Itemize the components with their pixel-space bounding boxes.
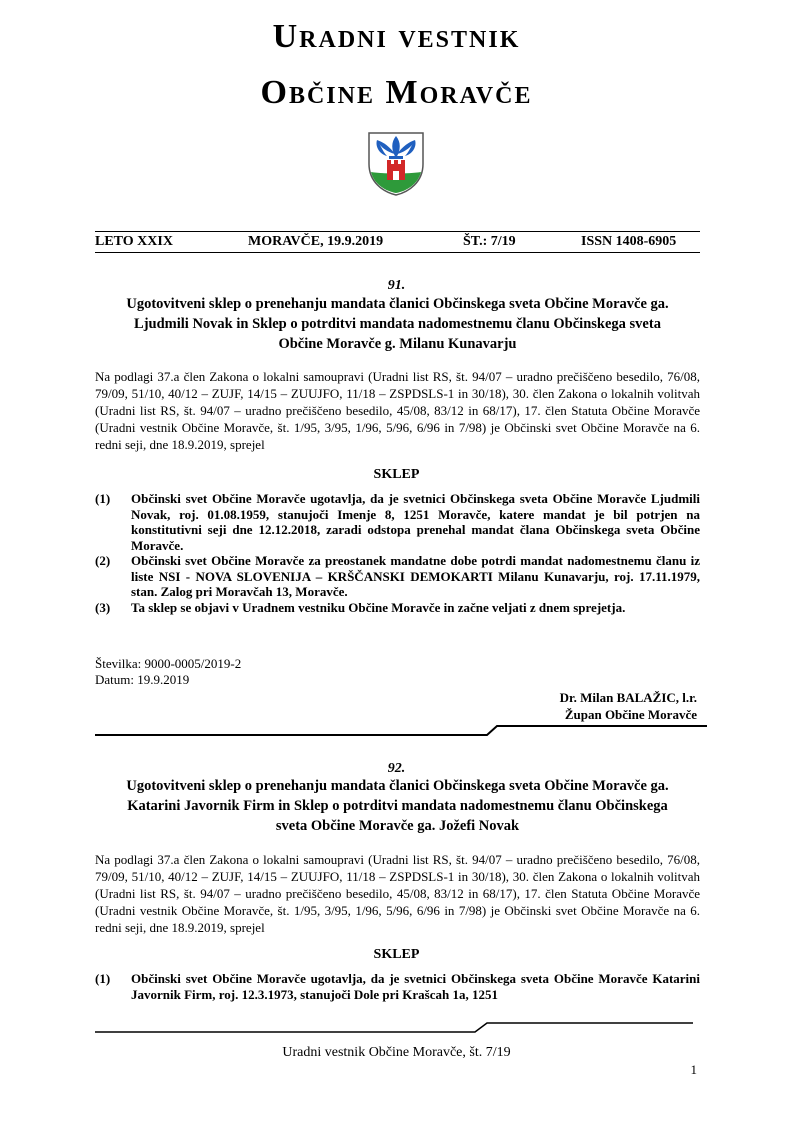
sklep-item [95, 491, 700, 553]
sklep-items-list [95, 971, 700, 1002]
article-number: 91. [387, 278, 406, 293]
sklep-item [95, 553, 700, 600]
issue-number: ŠT.: 7/19 [463, 234, 516, 249]
item-number: (2) [95, 553, 111, 568]
document-number: Številka: 9000-0005/2019-2 [95, 656, 242, 671]
masthead-title: Uradni vestnik [272, 18, 521, 55]
sklep-heading: SKLEP [373, 947, 420, 962]
footer-divider [95, 1021, 693, 1035]
sklep-heading: SKLEP [373, 467, 420, 482]
signature-block [560, 689, 697, 723]
article-title-line: Katarini Javornik Firm in Sklep o potrditvi mandata nadomestnemu članu Občinskega [127, 798, 668, 814]
article-preamble: Na podlagi 37.a člen Zakona o lokalni samoupravi (Uradni list RS, št. 94/07 – uradno prečiščeno besedilo, 76/08, 79/09, 51/10, 40/12 – ZUJF, 14/15 – ZUUJFO, 11/18 – ZSPDSLS-1 in 30/18), 30. člen Zakona o lokalnih volitvah (Uradni list RS, št. 94/07 – uradno prečiščeno besedilo, 45/08, 83/12 in 68/17), 17. člen Statuta Občine Moravče (Uradni vestnik Občine Moravče, št. 1/95, 3/95, 1/96, 5/96, 6/96 in 7/98) je Občinski svet Občine Moravče na 6. redni seji, dne 18.9.2019, sprejel [95, 852, 700, 935]
footer-text: Uradni vestnik Občine Moravče, št. 7/19 [282, 1045, 511, 1060]
article-title-line: Občine Moravče g. Milanu Kunavarju [278, 336, 517, 352]
signature-name: Dr. Milan BALAŽIC, l.r. [559, 690, 697, 705]
item-number: (1) [95, 971, 111, 986]
masthead-subtitle: Občine Moravče [260, 74, 533, 111]
item-text: Občinski svet Občine Moravče ugotavlja, da je svetnici Občinskega sveta Občine Moravče Katarini Javornik Firm, roj. 12.3.1973, stanujoči Dole pri Krašcah 1a, 1251 [131, 971, 700, 1002]
municipality-crest-icon [365, 130, 427, 196]
article-number: 92. [387, 761, 406, 776]
article-preamble: Na podlagi 37.a člen Zakona o lokalni samoupravi (Uradni list RS, št. 94/07 – uradno prečiščeno besedilo, 76/08, 79/09, 51/10, 40/12 – ZUJF, 14/15 – ZUUJFO, 11/18 – ZSPDSLS-1 in 30/18), 30. člen Zakona o lokalnih volitvah (Uradni list RS, št. 94/07 – uradno prečiščeno besedilo, 45/08, 83/12 in 68/17), 17. člen Statuta Občine Moravče (Uradni vestnik Občine Moravče, št. 1/95, 3/95, 1/96, 5/96, 6/96 in 7/98) je Občinski svet Občine Moravče na 6. redni seji, dne 18.9.2019, sprejel [95, 369, 700, 452]
item-text: Občinski svet Občine Moravče ugotavlja, da je svetnici Občinskega sveta Občine Moravče Ljudmili Novak, roj. 01.08.1959, stanujoči Imenje 8, 1251 Moravče, katere mandat je bil potrjen na konstitutivni seji dne 12.12.2018, zaradi odstopa prenehal mandat člana Občinskega sveta Občine Moravče. [131, 491, 700, 553]
item-text: Občinski svet Občine Moravče za preostanek mandatne dobe potrdi mandat nadomestnemu članu iz liste NSI - NOVA SLOVENIJA – KRŠČANSKI DEMOKARTI Milanu Kunavarju, roj. 17.11.1979, stan. Zalog pri Moravčah 13, Moravče. [131, 553, 700, 599]
issue-year: LETO XXIX [95, 234, 173, 249]
item-number: (3) [95, 599, 111, 615]
article-title [95, 776, 700, 836]
sklep-item [95, 971, 700, 1002]
issue-issn: ISSN 1408-6905 [581, 234, 677, 249]
sklep-item [95, 600, 700, 616]
page-number: 1 [690, 1062, 697, 1077]
sklep-items-list [95, 491, 700, 615]
signature-title: Župan Občine Moravče [564, 707, 697, 722]
item-number: (1) [95, 491, 111, 506]
issue-place-date: MORAVČE, 19.9.2019 [248, 234, 384, 249]
article-title-line: Ljudmili Novak in Sklep o potrditvi mandata nadomestnemu članu Občinskega sveta [134, 316, 661, 332]
article-title-line: Ugotovitveni sklep o prenehanju mandata članici Občinskega sveta Občine Moravče ga. [126, 778, 669, 794]
article-title-line: sveta Občine Moravče ga. Jožefi Novak [275, 818, 520, 834]
document-date: Datum: 19.9.2019 [95, 672, 190, 687]
article-title [95, 294, 700, 354]
article-title-line: Ugotovitveni sklep o prenehanju mandata članici Občinskega sveta Občine Moravče ga. [126, 296, 669, 312]
issue-info-bar [95, 234, 700, 252]
section-divider [95, 724, 707, 738]
item-text: Ta sklep se objavi v Uradnem vestniku Občine Moravče in začne veljati z dnem sprejetja. [131, 599, 626, 615]
